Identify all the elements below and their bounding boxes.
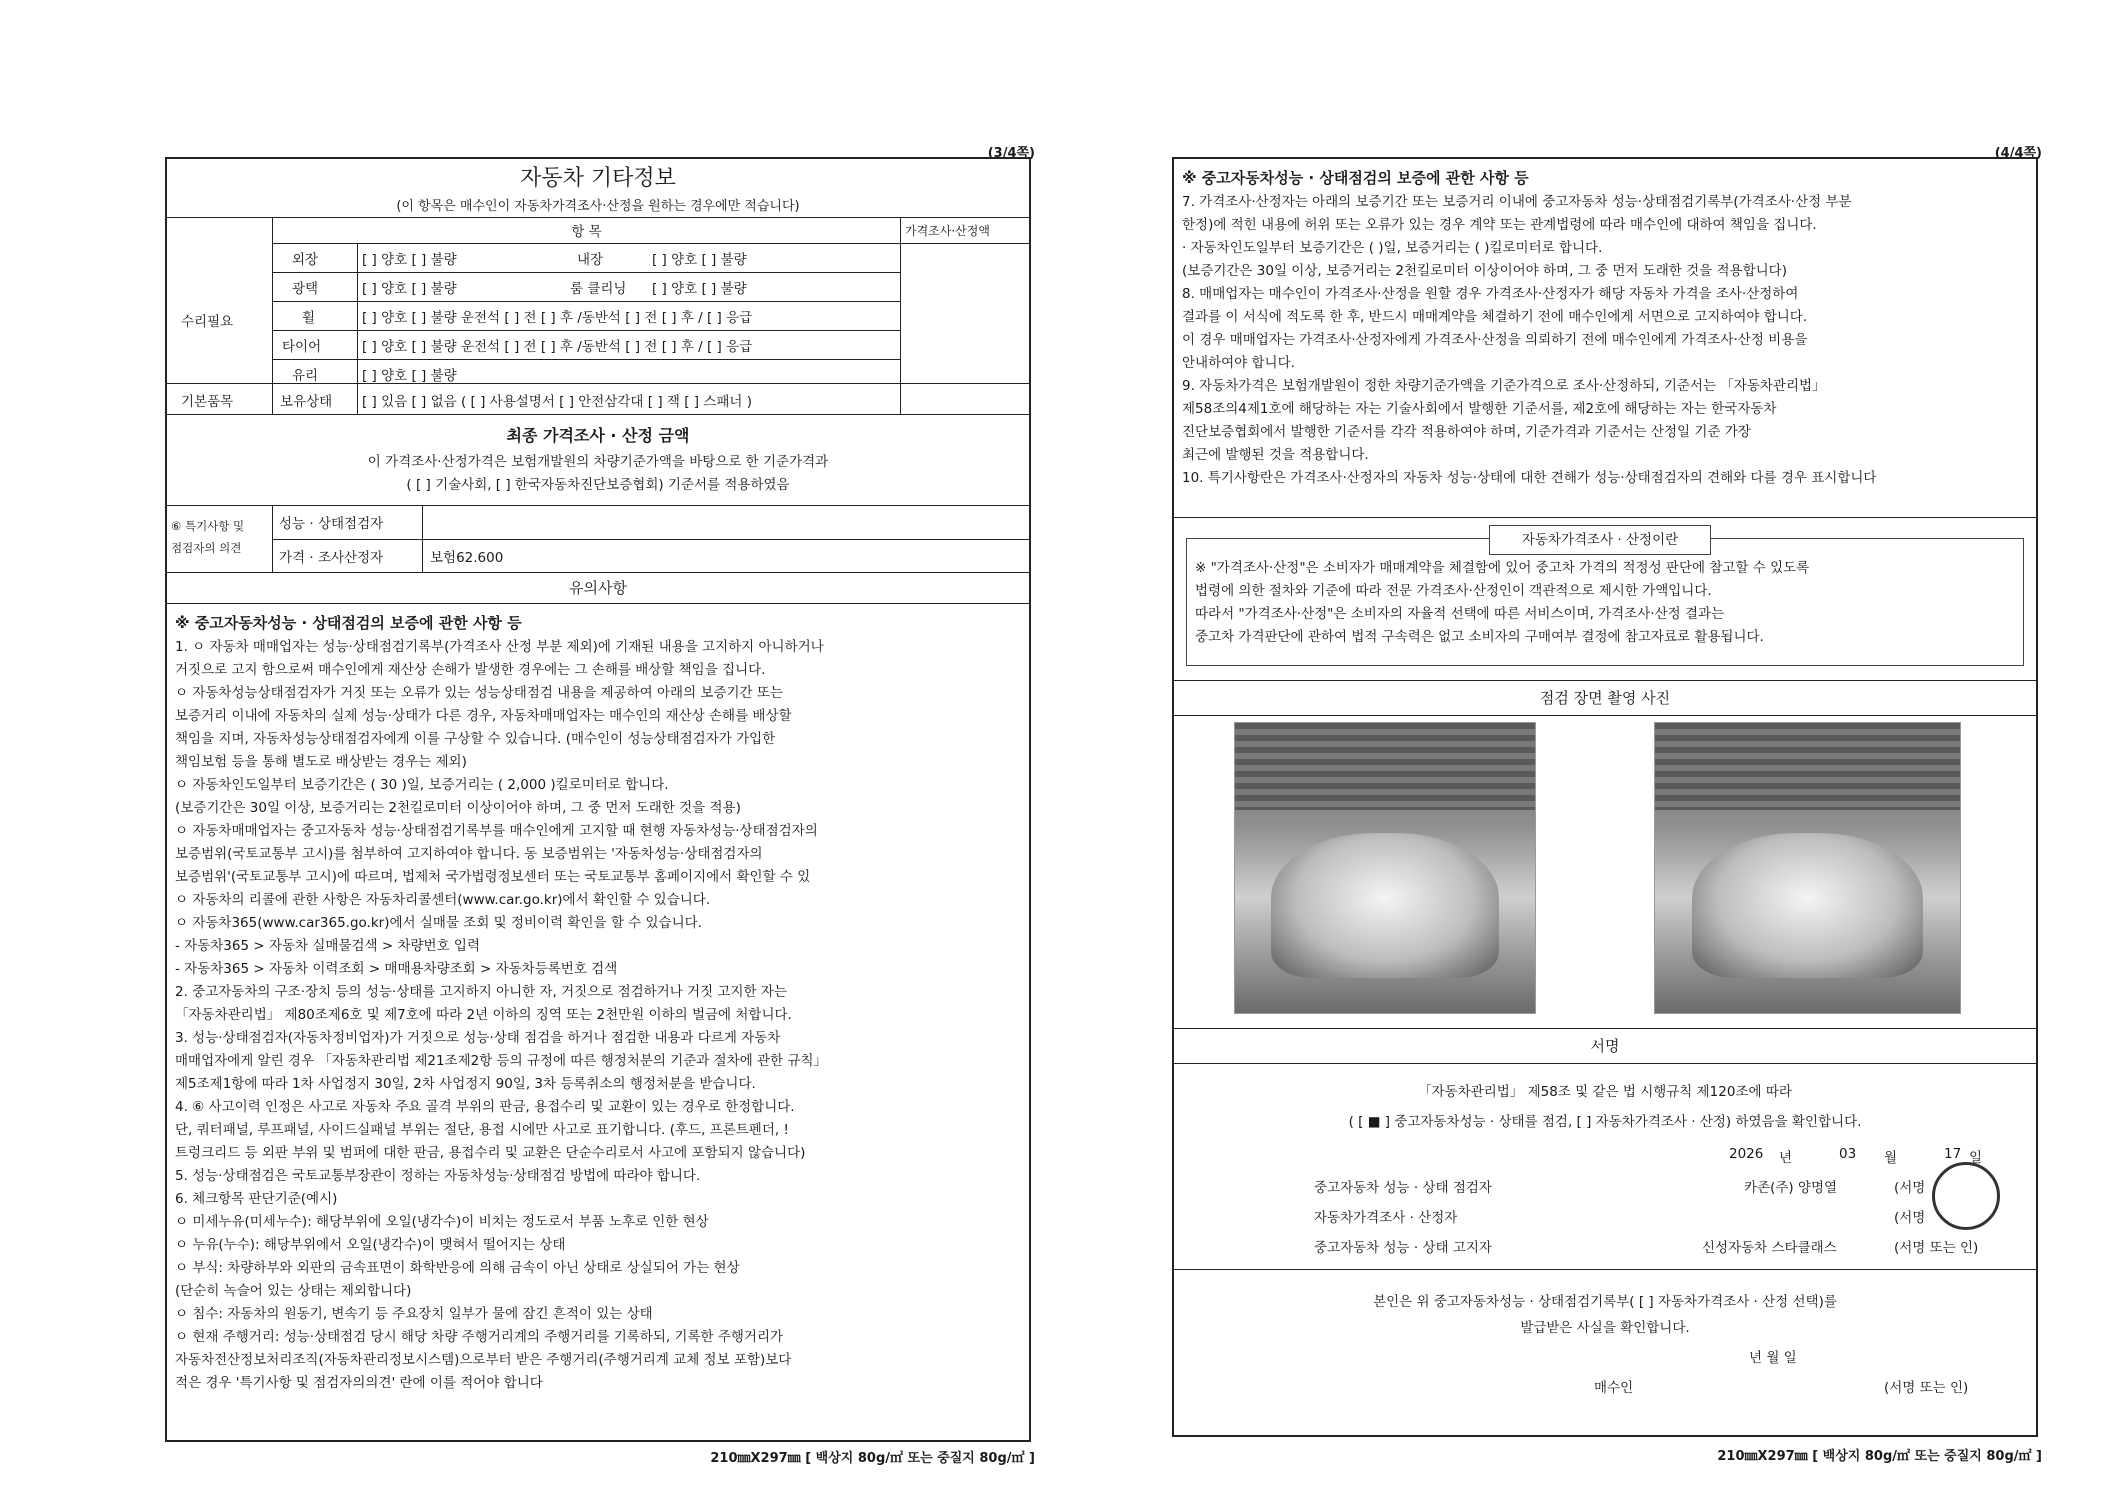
buyer-confirm: 본인은 위 중고자동차성능 · 상태점검기록부( [ ] 자동차가격조사 · 산정 선택)를 — [1373, 1294, 1837, 1310]
definition-line: 중고차 가격판단에 관하여 법적 구속력은 없고 소비자의 구매여부 결정에 참고자료로 활용됩니다. — [1195, 629, 1764, 645]
note-line: (보증기간은 30일 이상, 보증거리는 2천킬로미터 이상이어야 하며, 그 중 먼저 도래한 것을 적용) — [175, 800, 741, 816]
final-price-line: ( [ ] 기술사회, [ ] 한국자동차진단보증협회) 기준서를 적용하였음 — [406, 477, 790, 493]
item-status: [ ] 양호 [ ] 불량 운전석 [ ] 전 [ ] 후 /동반석 [ ] 전 [ ] 후 / [ ] 응급 — [362, 339, 753, 355]
item-name: 유리 — [292, 368, 319, 384]
inspection-photo-rear — [1654, 722, 1961, 1014]
right-page — [1172, 145, 2042, 1464]
page-number: (3/4쪽) — [987, 146, 1035, 161]
final-price-section — [167, 414, 1029, 505]
opinion-section — [167, 505, 1029, 572]
note-line: 4. ⑥ 사고이력 인정은 사고로 자동차 주요 골격 부위의 판금, 용접수리 및 교환이 있는 경우로 한정합니다. — [175, 1099, 795, 1115]
paper-spec: 210㎜X297㎜ [ 백상지 80g/㎡ 또는 중질지 80g/㎡ ] — [1717, 1449, 2042, 1464]
note-line: 트렁크리드 등 외판 부위 및 범퍼에 대한 판금, 용접수리 및 교환은 단순수리로서 사고에 포함되지 않습니다) — [175, 1145, 806, 1161]
definition-box — [1186, 538, 2024, 666]
info-form — [165, 157, 1031, 1442]
date-year: 2026 — [1729, 1146, 1764, 1162]
sign-statement: 「자동차관리법」 제58조 및 같은 법 시행규칙 제120조에 따라 — [1418, 1084, 1792, 1100]
note-line: 9. 자동차가격은 보험개발원이 정한 차량기준가액을 기준가격으로 조사·산정하되, 기준서는 「자동차관리법」 — [1182, 378, 1826, 394]
notifier-sign-label: 중고자동차 성능 · 상태 고지자 — [1314, 1240, 1492, 1256]
left-page — [165, 145, 1035, 1466]
note-line: 한정)에 적힌 내용에 허위 또는 오류가 있는 경우 계약 또는 관계법령에 따라 매수인에 대하여 책임을 집니다. — [1182, 217, 1817, 233]
item-name: 내장 — [577, 252, 604, 268]
notifier-name: 신성자동차 스타클래스 — [1702, 1240, 1837, 1256]
warranty-title: ※ 중고자동차성능 · 상태점검의 보증에 관한 사항 등 — [175, 614, 522, 632]
signature-section — [1174, 1063, 2036, 1444]
note-line: 10. 특기사항란은 가격조사·산정자의 자동차 성능·상태에 대한 견해가 성능·상태점검자의 견해와 다를 경우 표시합니다 — [1182, 470, 1877, 486]
repair-row — [272, 330, 900, 359]
appraiser-sign-label: 자동차가격조사 · 산정자 — [1314, 1210, 1458, 1226]
inspector-sign-label: 중고자동차 성능 · 상태 점검자 — [1314, 1180, 1492, 1196]
note-line: ㅇ 자동차365(www.car365.go.kr)에서 실매물 조회 및 정비이력 확인을 할 수 있습니다. — [175, 915, 702, 931]
final-price-line: 이 가격조사·산정가격은 보험개발원의 차량기준가액을 바탕으로 한 기준가격과 — [367, 454, 829, 470]
page-title: 자동차 기타정보 — [520, 166, 676, 191]
note-line: 책임을 지며, 자동차성능상태점검자에게 이를 구상할 수 있습니다. (매수인이 성능상태점검자가 가입한 — [175, 731, 776, 747]
item-status: [ ] 양호 [ ] 불량 — [362, 252, 457, 268]
date-label: 일 — [1969, 1150, 1983, 1166]
page-subtitle: (이 항목은 매수인이 자동차가격조사·산정을 원하는 경우에만 적습니다) — [396, 199, 800, 214]
notice-title: 유의사항 — [167, 572, 1029, 603]
item-status: [ ] 양호 [ ] 불량 운전석 [ ] 전 [ ] 후 /동반석 [ ] 전 [ ] 후 / [ ] 응급 — [362, 310, 753, 326]
basic-status: [ ] 있음 [ ] 없음 ( [ ] 사용설명서 [ ] 안전삼각대 [ ] 잭 [ ] 스패너 ) — [362, 394, 753, 410]
note-line: 진단보증협회에서 발행한 기준서를 각각 적용하여야 하며, 기준가격과 기준서는 산정일 기준 가장 — [1182, 424, 1751, 440]
signature-title: 서명 — [1174, 1028, 2036, 1063]
note-line: 제5조제1항에 따라 1차 사업정지 30일, 2차 사업정지 90일, 3차 등록취소의 행정처분을 받습니다. — [175, 1076, 756, 1092]
note-line: 6. 체크항목 판단기준(예시) — [175, 1191, 338, 1207]
definition-section — [1174, 517, 2036, 680]
final-price-title: 최종 가격조사 · 산정 금액 — [506, 426, 690, 445]
definition-line: 법령에 의한 절차와 기준에 따라 전문 가격조사·산정인이 객관적으로 제시한 가액입니다. — [1195, 583, 1712, 599]
col-price-header: 가격조사·산정액 — [905, 224, 990, 238]
item-status: [ ] 양호 [ ] 불량 — [362, 281, 457, 297]
notes-form — [1172, 157, 2038, 1437]
note-line: 제58조의4제1호에 해당하는 자는 기술사회에서 발행한 기준서를, 제2호에 해당하는 자는 한국자동차 — [1182, 401, 1777, 417]
note-line: ㅇ 자동차성능상태점검자가 거짓 또는 오류가 있는 성능상태점검 내용을 제공하여 아래의 보증기간 또는 — [175, 685, 783, 701]
note-line: ㅇ 침수: 자동차의 원동기, 변속기 등 주요장치 일부가 물에 잠긴 흔적이 있는 상태 — [175, 1306, 653, 1322]
items-table — [167, 217, 1029, 414]
note-line: (단순히 녹슬어 있는 상태는 제외합니다) — [175, 1283, 412, 1299]
page-number: (4/4쪽) — [1994, 146, 2042, 161]
sign-placeholder: (서명 또는 인) — [1894, 1240, 1979, 1256]
date-month: 03 — [1839, 1146, 1857, 1162]
note-line: ㅇ 자동차의 리콜에 관한 사항은 자동차리콜센터(www.car.go.kr)에서 확인할 수 있습니다. — [175, 892, 711, 908]
note-line: ㅇ 자동차매매업자는 중고자동차 성능·상태점검기록부를 매수인에게 고지할 때 현행 자동차성능·상태점검자의 — [175, 823, 818, 839]
note-line: 단, 쿼터패널, 루프패널, 사이드실패널 부위는 절단, 용접 시에만 사고로 표기합니다. (후드, 프론트펜더, ! — [175, 1122, 789, 1138]
buyer-label: 매수인 — [1594, 1380, 1634, 1396]
note-line: 보증범위'(국토교통부 고시)에 따르며, 법제처 국가법령정보센터 또는 국토교통부 홈페이지에서 확인할 수 있 — [175, 869, 811, 885]
inspection-photo-front — [1234, 722, 1536, 1014]
basic-name: 보유상태 — [280, 394, 333, 410]
sign-statement: ( [ ■ ] 중고자동차성능 · 상태를 점검, [ ] 자동차가격조사 · 산정) 하였음을 확인합니다. — [1348, 1114, 1862, 1130]
repair-row — [272, 301, 900, 330]
note-line: 최근에 발행된 것을 적용합니다. — [1182, 447, 1369, 463]
opinion-label: ⑥ 특기사항 및 — [171, 519, 245, 533]
note-line: · 자동차인도일부터 보증기간은 ( )일, 보증거리는 ( )킬로미터로 합니다. — [1182, 240, 1603, 256]
note-line: ㅇ 부식: 차량하부와 외판의 금속표면이 화학반응에 의해 금속이 아닌 상태로 상실되어 가는 현상 — [175, 1260, 740, 1276]
basic-label: 기본품목 — [181, 394, 234, 410]
note-line: 결과를 이 서식에 적도록 한 후, 반드시 매매계약을 체결하기 전에 매수인에게 서면으로 고지하여야 합니다. — [1182, 309, 1808, 325]
date-label: 월 — [1884, 1150, 1898, 1166]
col-header: 항 목 — [571, 224, 602, 240]
note-line: 자동차전산정보처리조직(자동차관리정보시스템)으로부터 받은 주행거리(주행거리계 교체 정보 포함)보다 — [175, 1352, 792, 1368]
warranty-title: ※ 중고자동차성능 · 상태점검의 보증에 관한 사항 등 — [1182, 169, 1529, 187]
repair-row — [272, 272, 900, 301]
note-line: 1. ㅇ 자동차 매매업자는 성능·상태점검기록부(가격조사 산정 부분 제외)에 기재된 내용을 고지하지 아니하거나 — [175, 639, 824, 655]
item-name: 외장 — [292, 252, 319, 268]
appraiser-value: 보험62.600 — [430, 550, 504, 566]
item-name: 휠 — [302, 310, 316, 326]
note-line: 8. 매매업자는 매수인이 가격조사·산정을 원할 경우 가격조사·산정자가 해당 자동차 가격을 조사·산정하여 — [1182, 286, 1799, 302]
note-line: ㅇ 미세누유(미세누수): 해당부위에 오일(냉각수)이 비치는 정도로서 부품 노후로 인한 현상 — [175, 1214, 709, 1230]
inspector-name: 카존(주) 양명열 — [1744, 1180, 1838, 1196]
note-line: ㅇ 누유(누수): 해당부위에서 오일(냉각수)이 맺혀서 떨어지는 상태 — [175, 1237, 566, 1253]
sign-placeholder: (서명 — [1894, 1180, 1926, 1196]
buyer-date: 년 월 일 — [1749, 1350, 1797, 1366]
sign-placeholder: (서명 — [1894, 1210, 1926, 1226]
item-status: [ ] 양호 [ ] 불량 — [362, 368, 457, 384]
photo-section — [1174, 715, 2036, 1028]
date-day: 17 — [1944, 1146, 1962, 1162]
item-name: 타이어 — [282, 339, 322, 355]
note-line: 적은 경우 '특기사항 및 점검자의의견' 란에 이를 적어야 합니다 — [175, 1375, 543, 1391]
note-line: 「자동차관리법」 제80조제6호 및 제7호에 따라 2년 이하의 징역 또는 2천만원 이하의 벌금에 처합니다. — [175, 1007, 792, 1023]
item-status: [ ] 양호 [ ] 불량 — [652, 252, 747, 268]
note-line: 2. 중고자동차의 구조·장치 등의 성능·상태를 고지하지 아니한 자, 거짓으로 점검하거나 거짓 고지한 자는 — [175, 984, 787, 1000]
note-line: 책임보험 등을 통해 별도로 배상받는 경우는 제외) — [175, 754, 467, 770]
note-line: 보증거리 이내에 자동차의 실제 성능·상태가 다른 경우, 자동차매매업자는 매수인의 재산상 손해를 배상할 — [175, 708, 792, 724]
buyer-confirm: 발급받은 사실을 확인합니다. — [1520, 1320, 1690, 1336]
opinion-label: 점검자의 의견 — [171, 541, 242, 555]
note-line: 7. 가격조사·산정자는 아래의 보증기간 또는 보증거리 이내에 중고자동차 성능·상태점검기록부(가격조사·산정 부분 — [1182, 194, 1852, 210]
basic-items-row — [167, 383, 1029, 415]
note-line: 3. 성능·상태점검자(자동차정비업자)가 거짓으로 성능·상태 점검을 하거나 점검한 내용과 다르게 자동차 — [175, 1030, 781, 1046]
repair-rows — [272, 243, 900, 388]
definition-line: 따라서 "가격조사·산정"은 소비자의 자율적 선택에 따른 서비스이며, 가격조사·산정 결과는 — [1195, 606, 1725, 622]
note-line: 안내하여야 합니다. — [1182, 355, 1295, 371]
note-line: 보증범위(국토교통부 고시)를 첨부하여 고지하여야 합니다. 동 보증범위는 '자동차성능·상태점검자의 — [175, 846, 763, 862]
warranty-notes — [167, 603, 1029, 1395]
item-name: 광택 — [292, 281, 319, 297]
item-status: [ ] 양호 [ ] 불량 — [652, 281, 747, 297]
warranty-notes — [1174, 159, 2036, 517]
photo-title: 점검 장면 촬영 사진 — [1174, 680, 2036, 715]
item-name: 룸 클리닝 — [570, 281, 627, 297]
note-line: 5. 성능·상태점검은 국토교통부장관이 정하는 자동차성능·상태점검 방법에 따라야 합니다. — [175, 1168, 701, 1184]
repair-label: 수리필요 — [181, 314, 234, 330]
note-line: ㅇ 자동차인도일부터 보증기간은 ( 30 )일, 보증거리는 ( 2,000 )킬로미터로 합니다. — [175, 777, 669, 793]
date-label: 년 — [1779, 1150, 1793, 1166]
buyer-sign: (서명 또는 인) — [1884, 1380, 1969, 1396]
repair-row — [272, 243, 900, 272]
paper-spec: 210㎜X297㎜ [ 백상지 80g/㎡ 또는 중질지 80g/㎡ ] — [710, 1451, 1035, 1466]
definition-line: ※ "가격조사·산정"은 소비자가 매매계약을 체결함에 있어 중고차 가격의 적정성 판단에 참고할 수 있도록 — [1195, 560, 1810, 576]
definition-title: 자동차가격조사 · 산정이란 — [1489, 525, 1711, 555]
note-line: 매매업자에게 알린 경우 「자동차관리법 제21조제2항 등의 규정에 따른 행정처분의 기준과 절차에 관한 규칙」 — [175, 1053, 827, 1069]
note-line: 거짓으로 고지 함으로써 매수인에게 재산상 손해가 발생한 경우에는 그 손해를 배상할 책임을 집니다. — [175, 662, 766, 678]
company-seal — [1932, 1162, 2000, 1230]
note-line: - 자동차365 > 자동차 이력조회 > 매매용차량조회 > 자동차등록번호 검색 — [175, 961, 618, 977]
note-line: ㅇ 현재 주행거리: 성능·상태점검 당시 해당 차량 주행거리계의 주행거리를 기록하되, 기록한 주행거리가 — [175, 1329, 784, 1345]
appraiser-label: 가격 · 조사산정자 — [279, 550, 384, 566]
inspector-label: 성능 · 상태점검자 — [279, 516, 384, 532]
note-line: (보증기간은 30일 이상, 보증거리는 2천킬로미터 이상이어야 하며, 그 중 먼저 도래한 것을 적용합니다) — [1182, 263, 1787, 279]
note-line: 이 경우 매매업자는 가격조사·산정자에게 가격조사·산정을 의뢰하기 전에 매수인에게 가격조사·산정 비용을 — [1182, 332, 1808, 348]
note-line: - 자동차365 > 자동차 실매물검색 > 차량번호 입력 — [175, 938, 480, 954]
